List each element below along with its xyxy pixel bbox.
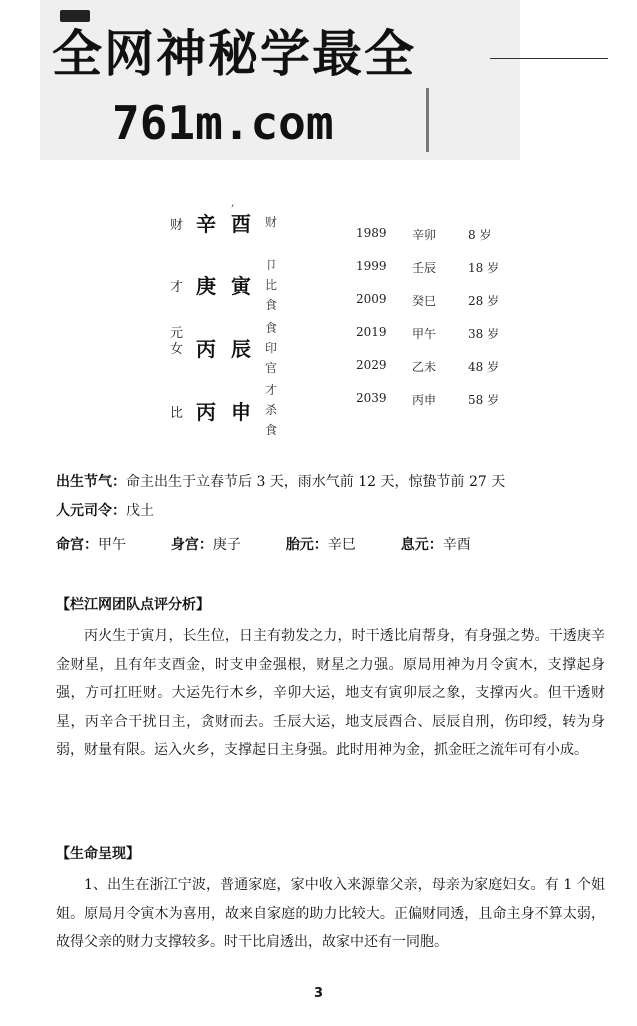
pillar-1-stem: 辛 (196, 212, 216, 236)
info-taiyuan-label: 胎元： (285, 537, 328, 553)
page-number: 3 (313, 986, 324, 1001)
luck-ganzhi: 丙申 (412, 393, 437, 407)
luck-year: 1999 (356, 259, 387, 273)
luck-age: 48 岁 (468, 360, 500, 374)
watermark (40, 0, 600, 170)
pillar-2-hidden-1: 卩 (265, 258, 278, 272)
pillar-1-ten-god: 财 (170, 218, 184, 233)
pillar-2-ten-god: 才 (170, 280, 184, 295)
pillar-2-hidden-stems (265, 255, 281, 315)
luck-age: 38 岁 (468, 327, 500, 341)
luck-age: 8 岁 (468, 228, 492, 242)
analysis-body: 丙火生于寅月，长生位，日主有勃发之力，时干透比肩帮身，有身强之势。干透庚辛金财星，且有年支酉金，时支申金强根，财星之力强。原局用神为月令寅木，支撑起身强，方可扛旺财。大运先行木乡，辛卯大运，地支有寅卯辰之象，支撑丙火。但干透财星，丙辛合干扰日主，贪财而去。壬辰大运，地支辰酉合、辰辰自刑，伤印绶，转为身弱，财量有限。运入火乡，支撑起日主身强。此时用神为金，抓金旺之流年可有小成。 (56, 628, 605, 758)
info-jieqi-value: 命主出生于立春节后 3 天，雨水气前 12 天，惊蛰节前 27 天 (126, 474, 506, 490)
pillar-4-ten-god: 比 (170, 406, 184, 421)
luck-year: 2029 (356, 358, 387, 372)
pillar-2-branch: 寅 (231, 274, 251, 298)
pillar-2-hidden-2: 比 (265, 278, 278, 292)
pillar-3-hidden-3: 官 (265, 361, 278, 375)
luck-age: 58 岁 (468, 393, 500, 407)
info-shengong-value: 庚子 (212, 537, 241, 553)
luck-age: 28 岁 (468, 294, 500, 308)
luck-ganzhi: 乙未 (412, 360, 437, 374)
pillar-4-branch: 申 (231, 400, 251, 424)
pillar-1-branch: 酉 (231, 212, 251, 236)
pillar-3-stem: 丙 (196, 337, 216, 361)
pillar-4-stem: 丙 (196, 400, 216, 424)
pillar-3-hidden-1: 食 (265, 321, 278, 335)
pillar-3-ten-god: 元女 (170, 326, 184, 357)
info-jieqi (56, 471, 505, 491)
info-minggong-value: 甲午 (98, 537, 126, 553)
watermark-title: 全网神秘学最全 (52, 25, 416, 83)
luck-ganzhi: 甲午 (412, 327, 437, 341)
info-siling-value: 戊土 (126, 503, 154, 519)
pillar-1-hidden-stems (265, 214, 281, 230)
pillar-2-hidden-3: 食 (265, 298, 278, 312)
info-palaces (56, 534, 471, 554)
info-shengong-label: 身宫： (170, 537, 213, 553)
pillar-4-hidden-3: 食 (265, 423, 278, 437)
info-minggong-label: 命宫： (56, 537, 98, 553)
life-body: 1、出生在浙江宁波，普通家庭，家中收入来源靠父亲，母亲为家庭妇女。有 1 个姐姐。原局月令寅木为喜用，故来自家庭的助力比较大。正偏财同透，且命主身不算太弱，故得父亲的财力支撑较多。时干比肩透出，故家中还有一同胞。 (56, 877, 605, 950)
pillar-3-hidden-2: 印 (265, 341, 278, 355)
info-taiyuan-value: 辛巳 (327, 537, 356, 553)
luck-year: 1989 (356, 226, 387, 240)
pillar-4-hidden-2: 杀 (265, 403, 278, 417)
pillar-2-stem: 庚 (196, 274, 216, 298)
chart-tick-mark: , (231, 196, 235, 209)
pillar-3-hidden-stems (265, 318, 281, 378)
luck-year: 2019 (356, 325, 387, 339)
info-xiyuan-value: 辛酉 (442, 537, 471, 553)
analysis-title: 【栏江网团队点评分析】 (56, 597, 210, 613)
pillar-3-branch: 辰 (231, 337, 251, 361)
luck-ganzhi: 壬辰 (412, 261, 437, 275)
info-siling (56, 500, 154, 520)
info-siling-label: 人元司令： (56, 503, 126, 519)
life-title: 【生命呈现】 (56, 846, 140, 862)
pillar-4-hidden-1: 才 (265, 383, 278, 397)
watermark-url: 761m.com (112, 96, 334, 150)
info-jieqi-label: 出生节气： (56, 474, 126, 490)
watermark-rule (490, 58, 608, 59)
info-xiyuan-label: 息元： (400, 537, 443, 553)
luck-year: 2009 (356, 292, 387, 306)
pillar-4-hidden-stems (265, 380, 281, 440)
pillar-1-hidden-1: 财 (265, 215, 278, 229)
watermark-bar (426, 88, 429, 152)
luck-ganzhi: 癸巳 (412, 294, 437, 308)
luck-ganzhi: 辛卯 (412, 228, 437, 242)
luck-age: 18 岁 (468, 261, 500, 275)
luck-year: 2039 (356, 391, 387, 405)
